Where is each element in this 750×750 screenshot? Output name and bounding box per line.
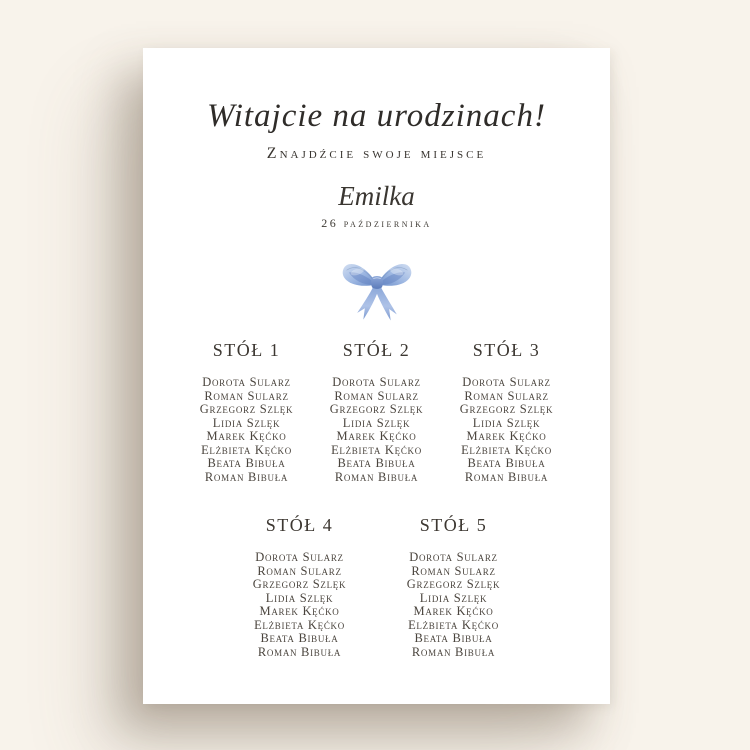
table-section-3 <box>442 340 572 484</box>
tables-row-2 <box>143 515 610 659</box>
table-3-guest-list <box>442 376 572 484</box>
tables-row-1 <box>143 340 610 484</box>
guest-name: Marek Kęćko <box>466 429 547 443</box>
guest-name: Beata Bibuła <box>207 456 286 470</box>
guest-name: Roman Sularz <box>204 388 289 403</box>
guest-name: Roman Sularz <box>257 563 342 578</box>
guest-name: Elżbieta Kęćko <box>201 442 292 457</box>
guest-name: Dorota Sularz <box>409 550 498 564</box>
table-5-title: STÓŁ 5 <box>419 515 488 535</box>
guest-name: Roman Bibuła <box>334 469 419 484</box>
guest-name: Lidia Szlęk <box>342 415 411 430</box>
bow-icon <box>339 248 415 326</box>
guest-name: Marek Kęćko <box>206 429 287 443</box>
table-section-5 <box>389 515 519 659</box>
table-3-title: STÓŁ 3 <box>472 340 541 360</box>
table-section-2 <box>312 340 442 484</box>
table-section-4 <box>235 515 365 659</box>
guest-name: Beata Bibuła <box>414 631 493 645</box>
guest-name: Roman Sularz <box>464 388 549 403</box>
guest-name: Grzegorz Szlęk <box>459 402 554 416</box>
guest-name: Elżbieta Kęćko <box>461 442 552 457</box>
guest-name: Marek Kęćko <box>336 429 417 443</box>
event-subtitle: Znajdźcie swoje miejsce <box>266 145 487 162</box>
table-4-guest-list <box>235 551 365 659</box>
guest-name: Dorota Sularz <box>202 375 291 389</box>
guest-name: Roman Bibuła <box>464 469 549 484</box>
guest-name: Roman Sularz <box>334 388 419 403</box>
guest-name: Elżbieta Kęćko <box>331 442 422 457</box>
honoree-name: Emilka <box>338 181 415 211</box>
guest-name: Roman Sularz <box>411 563 496 578</box>
table-2-guest-list <box>312 376 442 484</box>
guest-name: Beata Bibuła <box>260 631 339 645</box>
table-4-title: STÓŁ 4 <box>265 515 334 535</box>
event-date: 26 października <box>321 216 432 230</box>
event-title: Witajcie na urodzinach! <box>207 98 546 134</box>
guest-name: Elżbieta Kęćko <box>254 617 345 632</box>
guest-name: Beata Bibuła <box>337 456 416 470</box>
guest-name: Lidia Szlęk <box>472 415 541 430</box>
guest-name: Dorota Sularz <box>332 375 421 389</box>
guest-name: Lidia Szlęk <box>212 415 281 430</box>
guest-name: Grzegorz Szlęk <box>252 577 347 591</box>
guest-name: Marek Kęćko <box>413 604 494 618</box>
guest-name: Grzegorz Szlęk <box>329 402 424 416</box>
guest-name: Dorota Sularz <box>462 375 551 389</box>
table-section-1 <box>182 340 312 484</box>
table-5-guest-list <box>389 551 519 659</box>
guest-name: Roman Bibuła <box>257 644 342 659</box>
guest-name: Roman Bibuła <box>411 644 496 659</box>
guest-name: Roman Bibuła <box>204 469 289 484</box>
guest-name: Beata Bibuła <box>467 456 546 470</box>
guest-name: Lidia Szlęk <box>265 590 334 605</box>
table-1-title: STÓŁ 1 <box>212 340 281 360</box>
guest-name: Grzegorz Szlęk <box>199 402 294 416</box>
guest-name: Dorota Sularz <box>255 550 344 564</box>
guest-name: Elżbieta Kęćko <box>408 617 499 632</box>
table-1-guest-list <box>182 376 312 484</box>
table-2-title: STÓŁ 2 <box>342 340 411 360</box>
seating-chart-card <box>143 48 610 704</box>
guest-name: Grzegorz Szlęk <box>406 577 501 591</box>
guest-name: Lidia Szlęk <box>419 590 488 605</box>
guest-name: Marek Kęćko <box>259 604 340 618</box>
